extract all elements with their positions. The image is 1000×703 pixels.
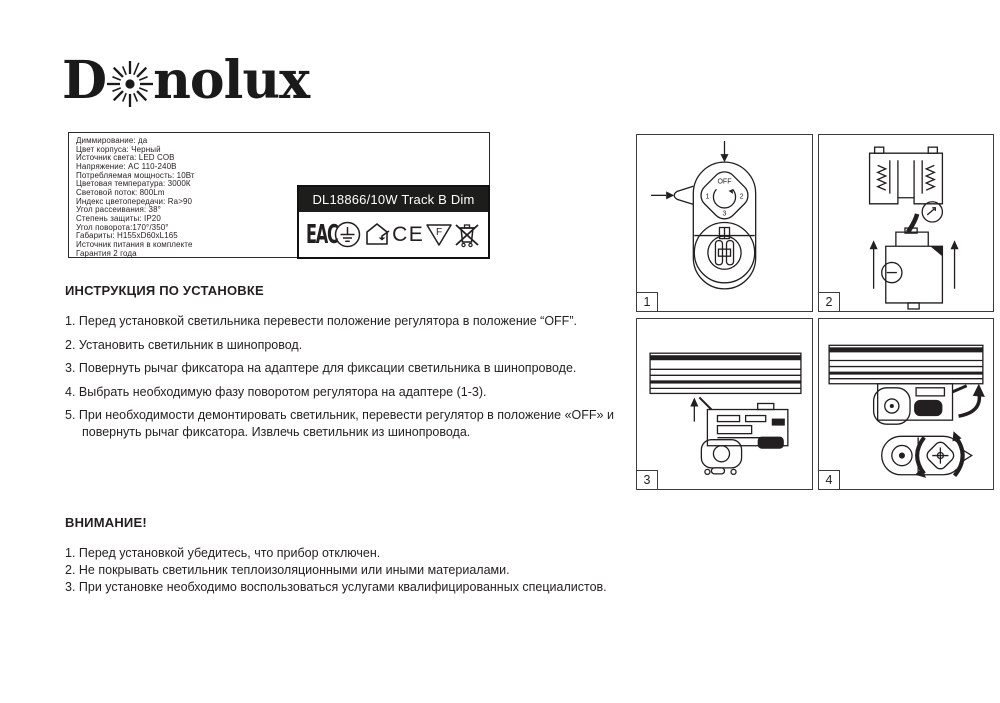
adapter-top-view-drawing xyxy=(637,135,812,311)
install-step: 3. Повернуть рычаг фиксатора на адаптере для фиксации светильника в шинопроводе. xyxy=(65,361,577,375)
spec-line: Угол рассеивания: 38° xyxy=(76,205,161,215)
spec-line: Источник питания в комплекте xyxy=(76,239,193,249)
eac-icon: EAC xyxy=(306,219,338,250)
model-label: DL18866/10W Track B Dim xyxy=(299,187,488,212)
dial-1-label: 1 xyxy=(705,193,710,201)
figure-number-badge: 4 xyxy=(819,470,840,489)
warning-section xyxy=(65,515,655,596)
adapter-locking-drawing xyxy=(819,319,993,490)
install-step: 4. Выбрать необходимую фазу поворотом регулятора на адаптере (1-3). xyxy=(65,384,487,399)
spec-line: Цвет корпуса: Черный xyxy=(76,144,161,154)
figure-track-insertion xyxy=(818,134,994,312)
spec-line: Индекс цветопередачи: Ra>90 xyxy=(76,196,193,206)
starburst-icon xyxy=(104,58,156,110)
spec-line: Потребляемая мощность: 10Вт xyxy=(76,170,195,180)
figure-adapter-dial xyxy=(636,134,813,312)
figure-number-badge: 2 xyxy=(819,292,840,311)
logo-letter-d: D xyxy=(62,50,107,111)
dial-3-label: 3 xyxy=(722,210,727,218)
figure-number-badge: 1 xyxy=(637,292,658,311)
install-section xyxy=(65,283,625,448)
install-title: ИНСТРУКЦИЯ ПО УСТАНОВКЕ xyxy=(65,283,264,298)
warning-item: 2. Не покрывать светильник теплоизоляционными или иными материалами. xyxy=(65,563,510,577)
logo-letters-nolux: nolux xyxy=(153,50,310,111)
protective-earth-icon xyxy=(334,221,361,248)
spec-line: Гарантия 2 года xyxy=(76,248,137,258)
spec-line: Диммирование: да xyxy=(76,136,148,145)
spec-table xyxy=(68,132,490,258)
figure-number-badge: 3 xyxy=(637,470,658,489)
track-side-view-drawing xyxy=(637,319,812,489)
install-step: 5. При необходимости демонтировать светильник, перевести регулятор в положение «OFF» и повернуть рычаг фиксатора. Извлечь светильник из шинопровода. xyxy=(65,408,614,439)
install-step: 2. Установить светильник в шинопровод. xyxy=(65,337,303,352)
spec-line: Напряжение: AC 110-240В xyxy=(76,161,177,171)
house-arrow-icon xyxy=(362,221,392,248)
spec-line: Источник света: LED COB xyxy=(76,153,175,163)
spec-line: Степень защиты: IP20 xyxy=(76,213,161,223)
f-letter: F xyxy=(435,226,442,238)
dial-2-label: 2 xyxy=(739,193,744,201)
track-cross-section-drawing xyxy=(819,135,993,312)
dial-off-label: OFF xyxy=(717,178,732,186)
spec-line: Габариты: H155xD60xL165 xyxy=(76,231,178,241)
spec-line: Цветовая температура: 3000К xyxy=(76,179,191,189)
model-certification-box xyxy=(297,185,490,259)
spec-line: Угол поворота:170°/350° xyxy=(76,222,169,232)
warning-item: 3. При установке необходимо воспользоваться услугами квалифицированных специалистов. xyxy=(65,580,607,594)
ce-icon: CE xyxy=(392,222,425,246)
certification-icons-row xyxy=(299,212,488,257)
install-step: 1. Перед установкой светильника перевести положение регулятора в положение “OFF”. xyxy=(65,314,577,328)
weee-bin-icon xyxy=(453,221,481,249)
warning-item: 1. Перед установкой убедитесь, что прибор отключен. xyxy=(65,546,381,560)
figure-adapter-below-track xyxy=(636,318,813,490)
f-triangle-icon xyxy=(425,222,453,248)
figure-lock-and-rotate xyxy=(818,318,994,490)
spec-line: Световой поток: 800Lm xyxy=(76,187,165,197)
donolux-logo xyxy=(62,52,309,110)
warning-title: ВНИМАНИЕ! xyxy=(65,515,147,530)
